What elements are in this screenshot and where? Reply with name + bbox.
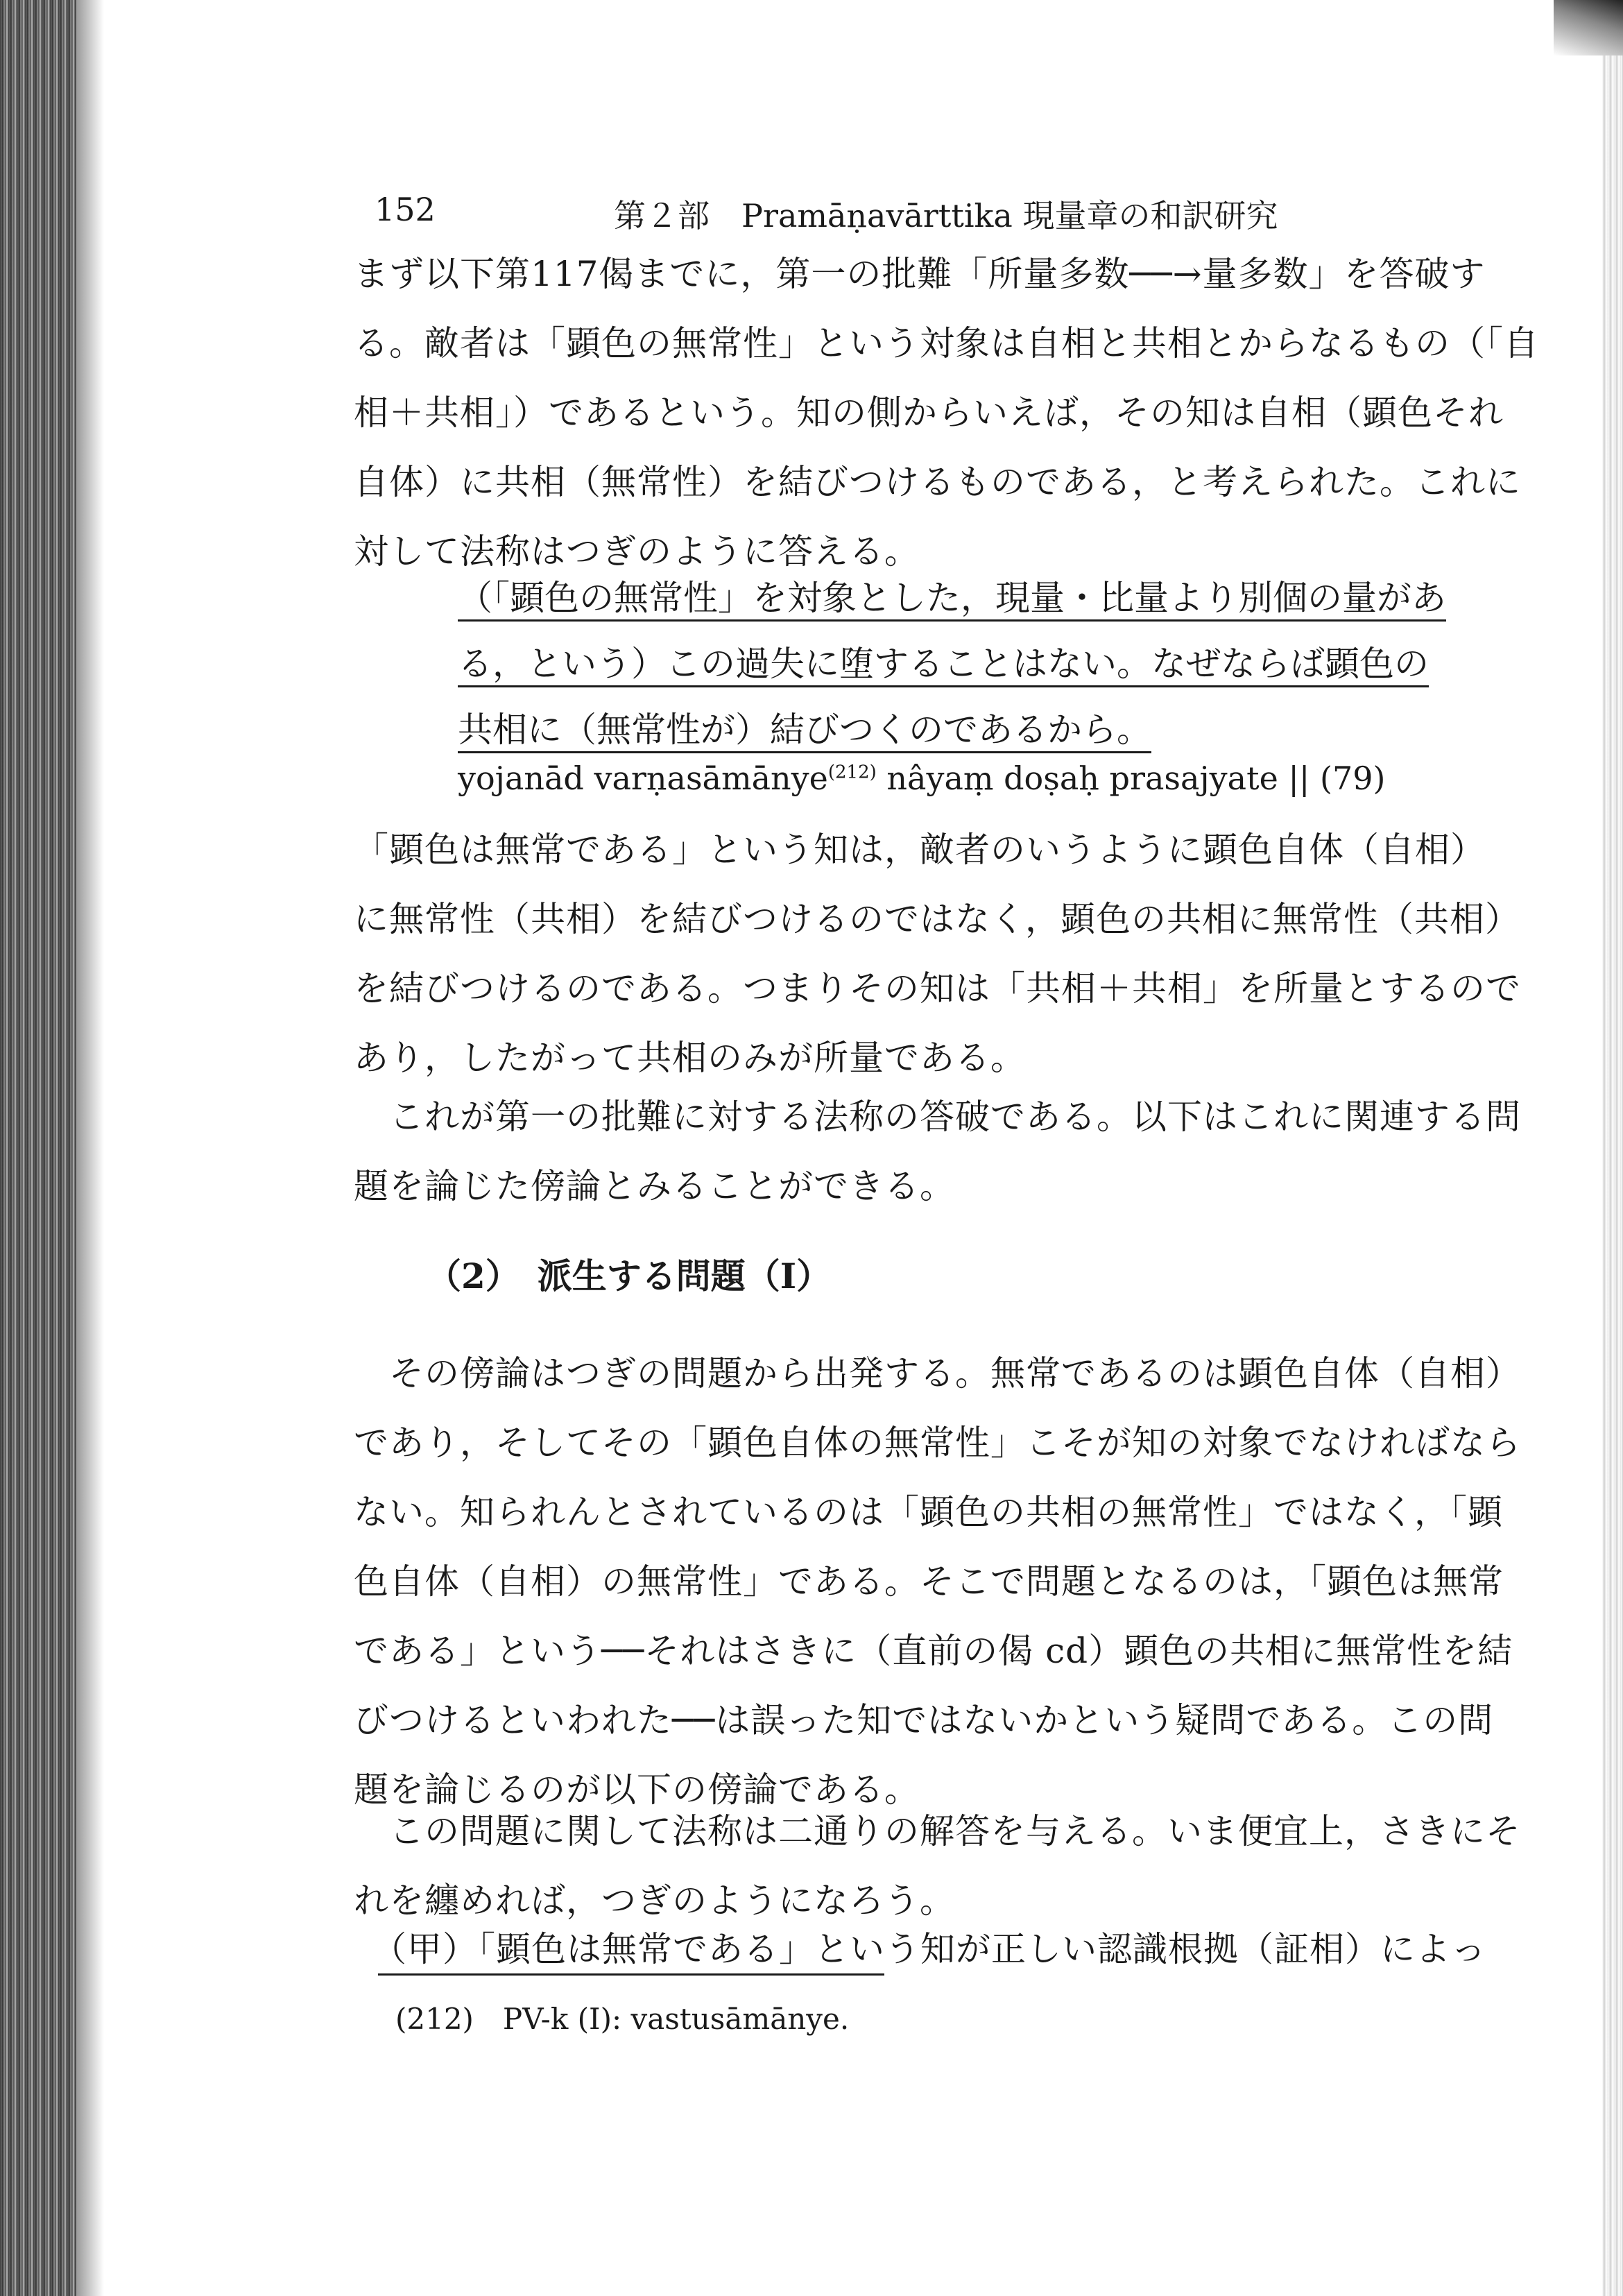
text-line: その傍論はつぎの問題から出発する。無常であるのは顕色自体（自相） (354, 1353, 1521, 1394)
paragraph-4 (354, 1339, 1521, 1824)
footnote: (212) PV-k (I): vastusāmānye. (395, 2002, 850, 2036)
text-line: びつけるといわれた──は誤った知ではないかという疑問である。この問 (354, 1700, 1494, 1740)
text-line: 題を論じた傍論とみることができる。 (354, 1166, 955, 1206)
footnote-rule (378, 1973, 884, 1976)
text-line: 対して法称はつぎのように答える。 (354, 531, 920, 572)
paragraph-2 (354, 815, 1521, 1093)
verse-line: る，という）この過失に堕することはない。なぜならば顕色の (458, 644, 1429, 684)
text-line: である」という──それはさきに（直前の偈 cd）顕色の共相に無常性を結 (354, 1631, 1513, 1671)
footnote-ref: (212) (827, 762, 877, 783)
verse-line: （「顕色の無常性」を対象とした，現量・比量より別個の量があ (458, 578, 1446, 618)
text-line: ない。知られんとされているのは「顕色の共相の無常性」ではなく，「顕 (354, 1492, 1503, 1532)
sanskrit-verse (458, 760, 1385, 797)
text-line: まず以下第117偈までに，第一の批難「所量多数──→量多数」を答破す (354, 254, 1486, 294)
text-line: これが第一の批難に対する法称の答破である。以下はこれに関連する問 (354, 1097, 1521, 1137)
text-line: 「顕色は無常である」という知は，敵者のいうように顕色自体（自相） (354, 830, 1486, 870)
verse-translation (458, 565, 1446, 763)
text-line: れを纏めれば，つぎのようになろう。 (354, 1881, 955, 1921)
sanskrit-text-cont: nâyaṃ doṣaḥ prasajyate || (79) (876, 760, 1386, 797)
text-line: この問題に関して法称は二通りの解答を与える。いま便宜上，さきにそ (354, 1811, 1521, 1851)
sanskrit-text: yojanād varṇasāmānye (458, 760, 828, 797)
text-line: に無常性（共相）を結びつけるのではなく，顕色の共相に無常性（共相） (354, 899, 1520, 939)
paragraph-intro (354, 239, 1539, 586)
text-line: あり，したがって共相のみが所量である。 (354, 1038, 1026, 1078)
verse-line: 共相に（無常性が）結びつくのであるから。 (458, 710, 1151, 750)
text-line: 題を論じるのが以下の傍論である。 (354, 1770, 920, 1810)
text-line: 自体）に共相（無常性）を結びつけるものである，と考えられた。これに (354, 462, 1521, 502)
text-line: （甲）「顕色は無常である」という知が正しい認識根拠（証相）によっ (354, 1929, 1486, 1969)
section-heading: （2） 派生する問題（Ⅰ） (427, 1256, 832, 1296)
text-line: を結びつけるのである。つまりその知は「共相＋共相」を所量とするので (354, 968, 1521, 1009)
header-title: 第２部 Pramāṇavārttika 現量章の和訳研究 (614, 197, 1278, 234)
page-number: 152 (375, 191, 436, 228)
text-line: る。敵者は「顕色の無常性」という対象は自相と共相とからなるもの（「自 (354, 323, 1539, 363)
text-line: 色自体（自相）の無常性」である。そこで問題となるのは，「顕色は無常 (354, 1561, 1504, 1602)
text-line: であり，そしてその「顕色自体の無常性」こそが知の対象でなければなら (354, 1423, 1521, 1463)
paragraph-3 (354, 1082, 1521, 1221)
text-line: 相＋共相」）であるという。知の側からいえば，その知は自相（顕色それ (354, 393, 1504, 433)
